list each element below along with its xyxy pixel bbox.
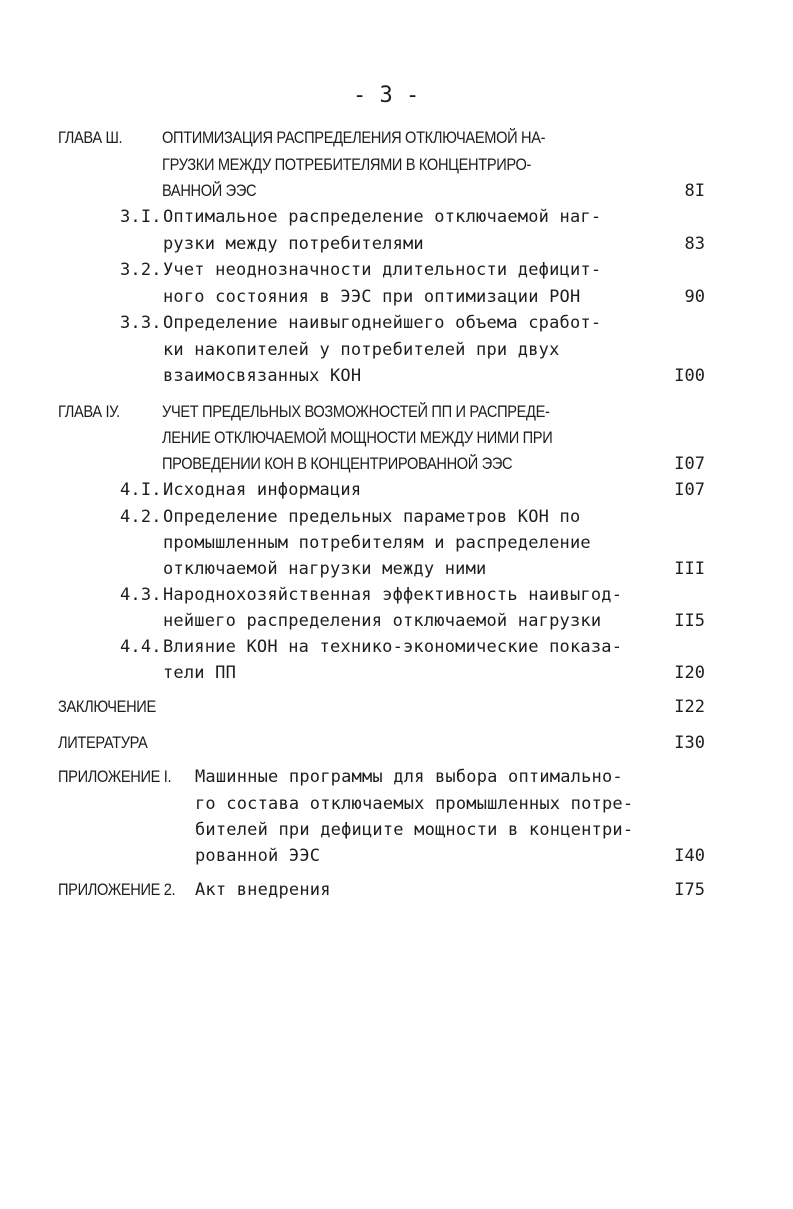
chapter-4-title-line-1: УЧЕТ ПРЕДЕЛЬНЫХ ВОЗМОЖНОСТЕЙ ПП И РАСПРЕДЕ- bbox=[162, 402, 550, 421]
section-3-2-line-1: Учет неоднозначности длительности дефицит- bbox=[163, 260, 602, 280]
section-4-2-line-2: промышленным потребителям и распределение bbox=[163, 533, 591, 553]
conclusion-page: I22 bbox=[674, 697, 705, 717]
section-3-2-line-2: ного состояния в ЭЭС при оптимизации РОН bbox=[163, 287, 581, 307]
section-3-2-page: 90 bbox=[684, 287, 705, 307]
section-3-3-line-1: Определение наивыгоднейшего объема сработ- bbox=[163, 313, 602, 333]
section-4-3-number: 4.3. bbox=[120, 585, 162, 605]
chapter-3-page: 8I bbox=[684, 181, 705, 201]
literature-heading: ЛИТЕРАТУРА bbox=[58, 733, 148, 752]
section-3-1-line-1: Оптимальное распределение отключаемой наг- bbox=[163, 207, 602, 227]
chapter-3-title-line-1: ОПТИМИЗАЦИЯ РАСПРЕДЕЛЕНИЯ ОТКЛЮЧАЕМОЙ НА- bbox=[162, 128, 546, 147]
chapter-4-page: I07 bbox=[674, 454, 705, 474]
appendix-1-line-4: рованной ЭЭС bbox=[195, 846, 321, 866]
section-4-3-line-2: нейшего распределения отключаемой нагрузки bbox=[163, 611, 602, 631]
section-4-4-line-1: Влияние КОН на технико-экономические показа- bbox=[163, 637, 623, 657]
section-3-3-line-2: ки накопителей у потребителей при двух bbox=[163, 340, 560, 360]
section-4-3-line-1: Народнохозяйственная эффективность наивыгод- bbox=[163, 585, 623, 605]
literature-page: I30 bbox=[674, 733, 705, 753]
chapter-4-label: ГЛАВА IУ. bbox=[58, 402, 120, 421]
section-3-3-number: 3.3. bbox=[120, 313, 162, 333]
section-3-3-line-3: взаимосвязанных КОН bbox=[163, 366, 362, 386]
chapter-3-title-line-3: ВАННОЙ ЭЭС bbox=[162, 181, 257, 200]
section-4-2-line-1: Определение предельных параметров КОН по bbox=[163, 507, 581, 527]
appendix-1-line-1: Машинные программы для выбора оптимально- bbox=[195, 767, 623, 787]
chapter-3-title-line-2: ГРУЗКИ МЕЖДУ ПОТРЕБИТЕЛЯМИ В КОНЦЕНТРИРО- bbox=[162, 155, 532, 174]
chapter-3-label: ГЛАВА Ш. bbox=[58, 128, 123, 147]
appendix-2-label: ПРИЛОЖЕНИЕ 2. bbox=[58, 880, 176, 899]
appendix-2-line-1: Акт внедрения bbox=[195, 880, 331, 900]
section-4-4-line-2: тели ПП bbox=[163, 663, 237, 683]
appendix-2-page: I75 bbox=[674, 880, 705, 900]
section-3-1-number: 3.I. bbox=[120, 207, 162, 227]
chapter-4-title-line-3: ПРОВЕДЕНИИ КОН В КОНЦЕНТРИРОВАННОЙ ЭЭС bbox=[162, 454, 513, 473]
section-3-3-page: I00 bbox=[674, 366, 705, 386]
section-4-1-page: I07 bbox=[674, 480, 705, 500]
appendix-1-page: I40 bbox=[674, 846, 705, 866]
page-number: - 3 - bbox=[353, 83, 420, 108]
section-4-2-page: III bbox=[674, 559, 705, 579]
section-4-2-line-3: отключаемой нагрузки между ними bbox=[163, 559, 487, 579]
section-4-2-number: 4.2. bbox=[120, 507, 162, 527]
appendix-1-line-3: бителей при дефиците мощности в концентри- bbox=[195, 820, 634, 840]
chapter-4-title-line-2: ЛЕНИЕ ОТКЛЮЧАЕМОЙ МОЩНОСТИ МЕЖДУ НИМИ ПРИ bbox=[162, 428, 553, 447]
section-4-4-page: I20 bbox=[674, 663, 705, 683]
section-3-1-line-2: рузки между потребителями bbox=[163, 234, 424, 254]
section-4-3-page: II5 bbox=[674, 611, 705, 631]
appendix-1-line-2: го состава отключаемых промышленных потре- bbox=[195, 794, 634, 814]
section-4-1-number: 4.I. bbox=[120, 480, 162, 500]
section-4-4-number: 4.4. bbox=[120, 637, 162, 657]
section-3-1-page: 83 bbox=[684, 234, 705, 254]
conclusion-heading: ЗАКЛЮЧЕНИЕ bbox=[58, 697, 156, 716]
section-4-1-line-1: Исходная информация bbox=[163, 480, 362, 500]
appendix-1-label: ПРИЛОЖЕНИЕ I. bbox=[58, 767, 172, 786]
section-3-2-number: 3.2. bbox=[120, 260, 162, 280]
